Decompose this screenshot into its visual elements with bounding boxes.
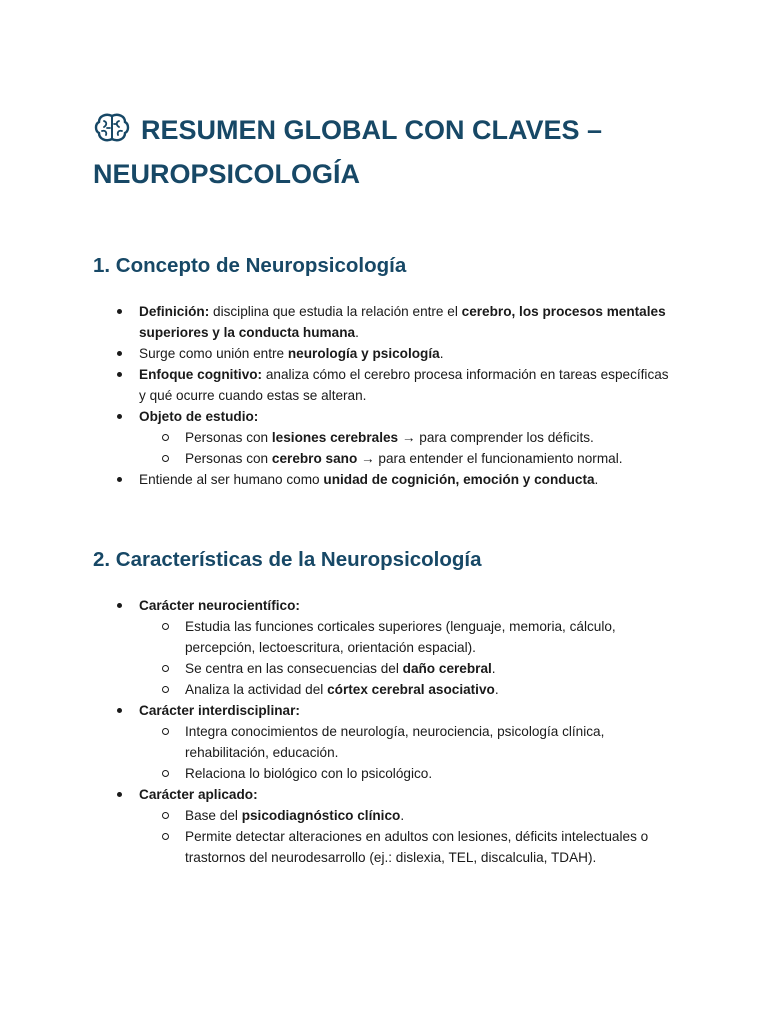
term-label: Definición: xyxy=(139,304,210,319)
title-line1: RESUMEN GLOBAL CON CLAVES – xyxy=(141,115,603,145)
item-text: Permite detectar alteraciones en adultos con lesiones, déficits intelectuales o trastornos del neurodesarrollo (ej.: dislexia, TEL, discalculia, TDAH). xyxy=(185,829,649,865)
bold-text: neurología y psicología xyxy=(287,346,440,361)
sublist-item xyxy=(185,763,679,784)
bold-text: daño cerebral xyxy=(402,661,492,676)
list-item xyxy=(139,595,679,700)
item-text: . xyxy=(594,472,599,487)
item-text: Base del xyxy=(185,808,242,823)
item-text: Personas con xyxy=(185,430,272,445)
item-text: Entiende al ser humano como xyxy=(139,472,324,487)
list-item xyxy=(139,364,679,406)
item-text: → para entender el funcionamiento normal. xyxy=(357,451,623,466)
item-text: Relaciona lo biológico con lo psicológico. xyxy=(185,766,433,781)
list-item xyxy=(139,301,679,343)
section2-heading: 2. Características de la Neuropsicología xyxy=(93,548,482,571)
bold-text: cerebro, los procesos mentales superiores y la conducta humana xyxy=(139,304,666,340)
sublist xyxy=(139,721,679,784)
item-text: Surge como unión entre xyxy=(139,346,288,361)
section1-list xyxy=(139,301,679,490)
term-label: Objeto de estudio: xyxy=(139,409,259,424)
item-text: disciplina que estudia la relación entre el xyxy=(209,304,462,319)
bold-text: psicodiagnóstico clínico xyxy=(241,808,401,823)
item-text: . xyxy=(439,346,444,361)
sublist-item xyxy=(185,448,679,469)
sublist xyxy=(139,427,679,469)
item-text: Estudia las funciones corticales superiores (lenguaje, memoria, cálculo, percepción, lectoescritura, orientación espacial). xyxy=(185,619,616,655)
list-item xyxy=(139,784,679,868)
term-label: Carácter aplicado: xyxy=(139,787,258,802)
sublist-item xyxy=(185,679,679,700)
list-item xyxy=(139,406,679,469)
item-text: → para comprender los déficits. xyxy=(398,430,594,445)
bold-text: lesiones cerebrales xyxy=(271,430,399,445)
term-label: Carácter interdisciplinar: xyxy=(139,703,300,718)
item-text: Integra conocimientos de neurología, neurociencia, psicología clínica, rehabilitación, educación. xyxy=(185,724,605,760)
sublist-item xyxy=(185,721,679,763)
sublist-item xyxy=(185,805,679,826)
item-text: Personas con xyxy=(185,451,272,466)
list-item xyxy=(139,343,679,364)
item-text: . xyxy=(491,661,496,676)
sublist-item xyxy=(185,826,679,868)
sublist xyxy=(139,616,679,700)
item-text: . xyxy=(355,325,359,340)
list-item xyxy=(139,469,679,490)
brain-icon xyxy=(93,112,131,144)
sublist-item xyxy=(185,658,679,679)
item-text: analiza cómo el cerebro procesa información en tareas específicas y qué ocurre cuando estas se alteran. xyxy=(139,367,669,403)
item-text: Se centra en las consecuencias del xyxy=(185,661,403,676)
document-title xyxy=(93,108,693,196)
bold-text: cerebro sano xyxy=(271,451,358,466)
title-line2: NEUROPSICOLOGÍA xyxy=(93,159,361,189)
bold-text: unidad de cognición, emoción y conducta xyxy=(323,472,595,487)
sublist-item xyxy=(185,616,679,658)
item-text: . xyxy=(494,682,499,697)
item-text: Analiza la actividad del xyxy=(185,682,328,697)
sublist-item xyxy=(185,427,679,448)
term-label: Enfoque cognitivo: xyxy=(139,367,263,382)
list-item xyxy=(139,700,679,784)
item-text: . xyxy=(400,808,405,823)
section1-heading: 1. Concepto de Neuropsicología xyxy=(93,254,407,277)
bold-text: córtex cerebral asociativo xyxy=(327,682,495,697)
term-label: Carácter neurocientífico: xyxy=(139,598,300,613)
sublist xyxy=(139,805,679,868)
section2-list xyxy=(139,595,679,868)
